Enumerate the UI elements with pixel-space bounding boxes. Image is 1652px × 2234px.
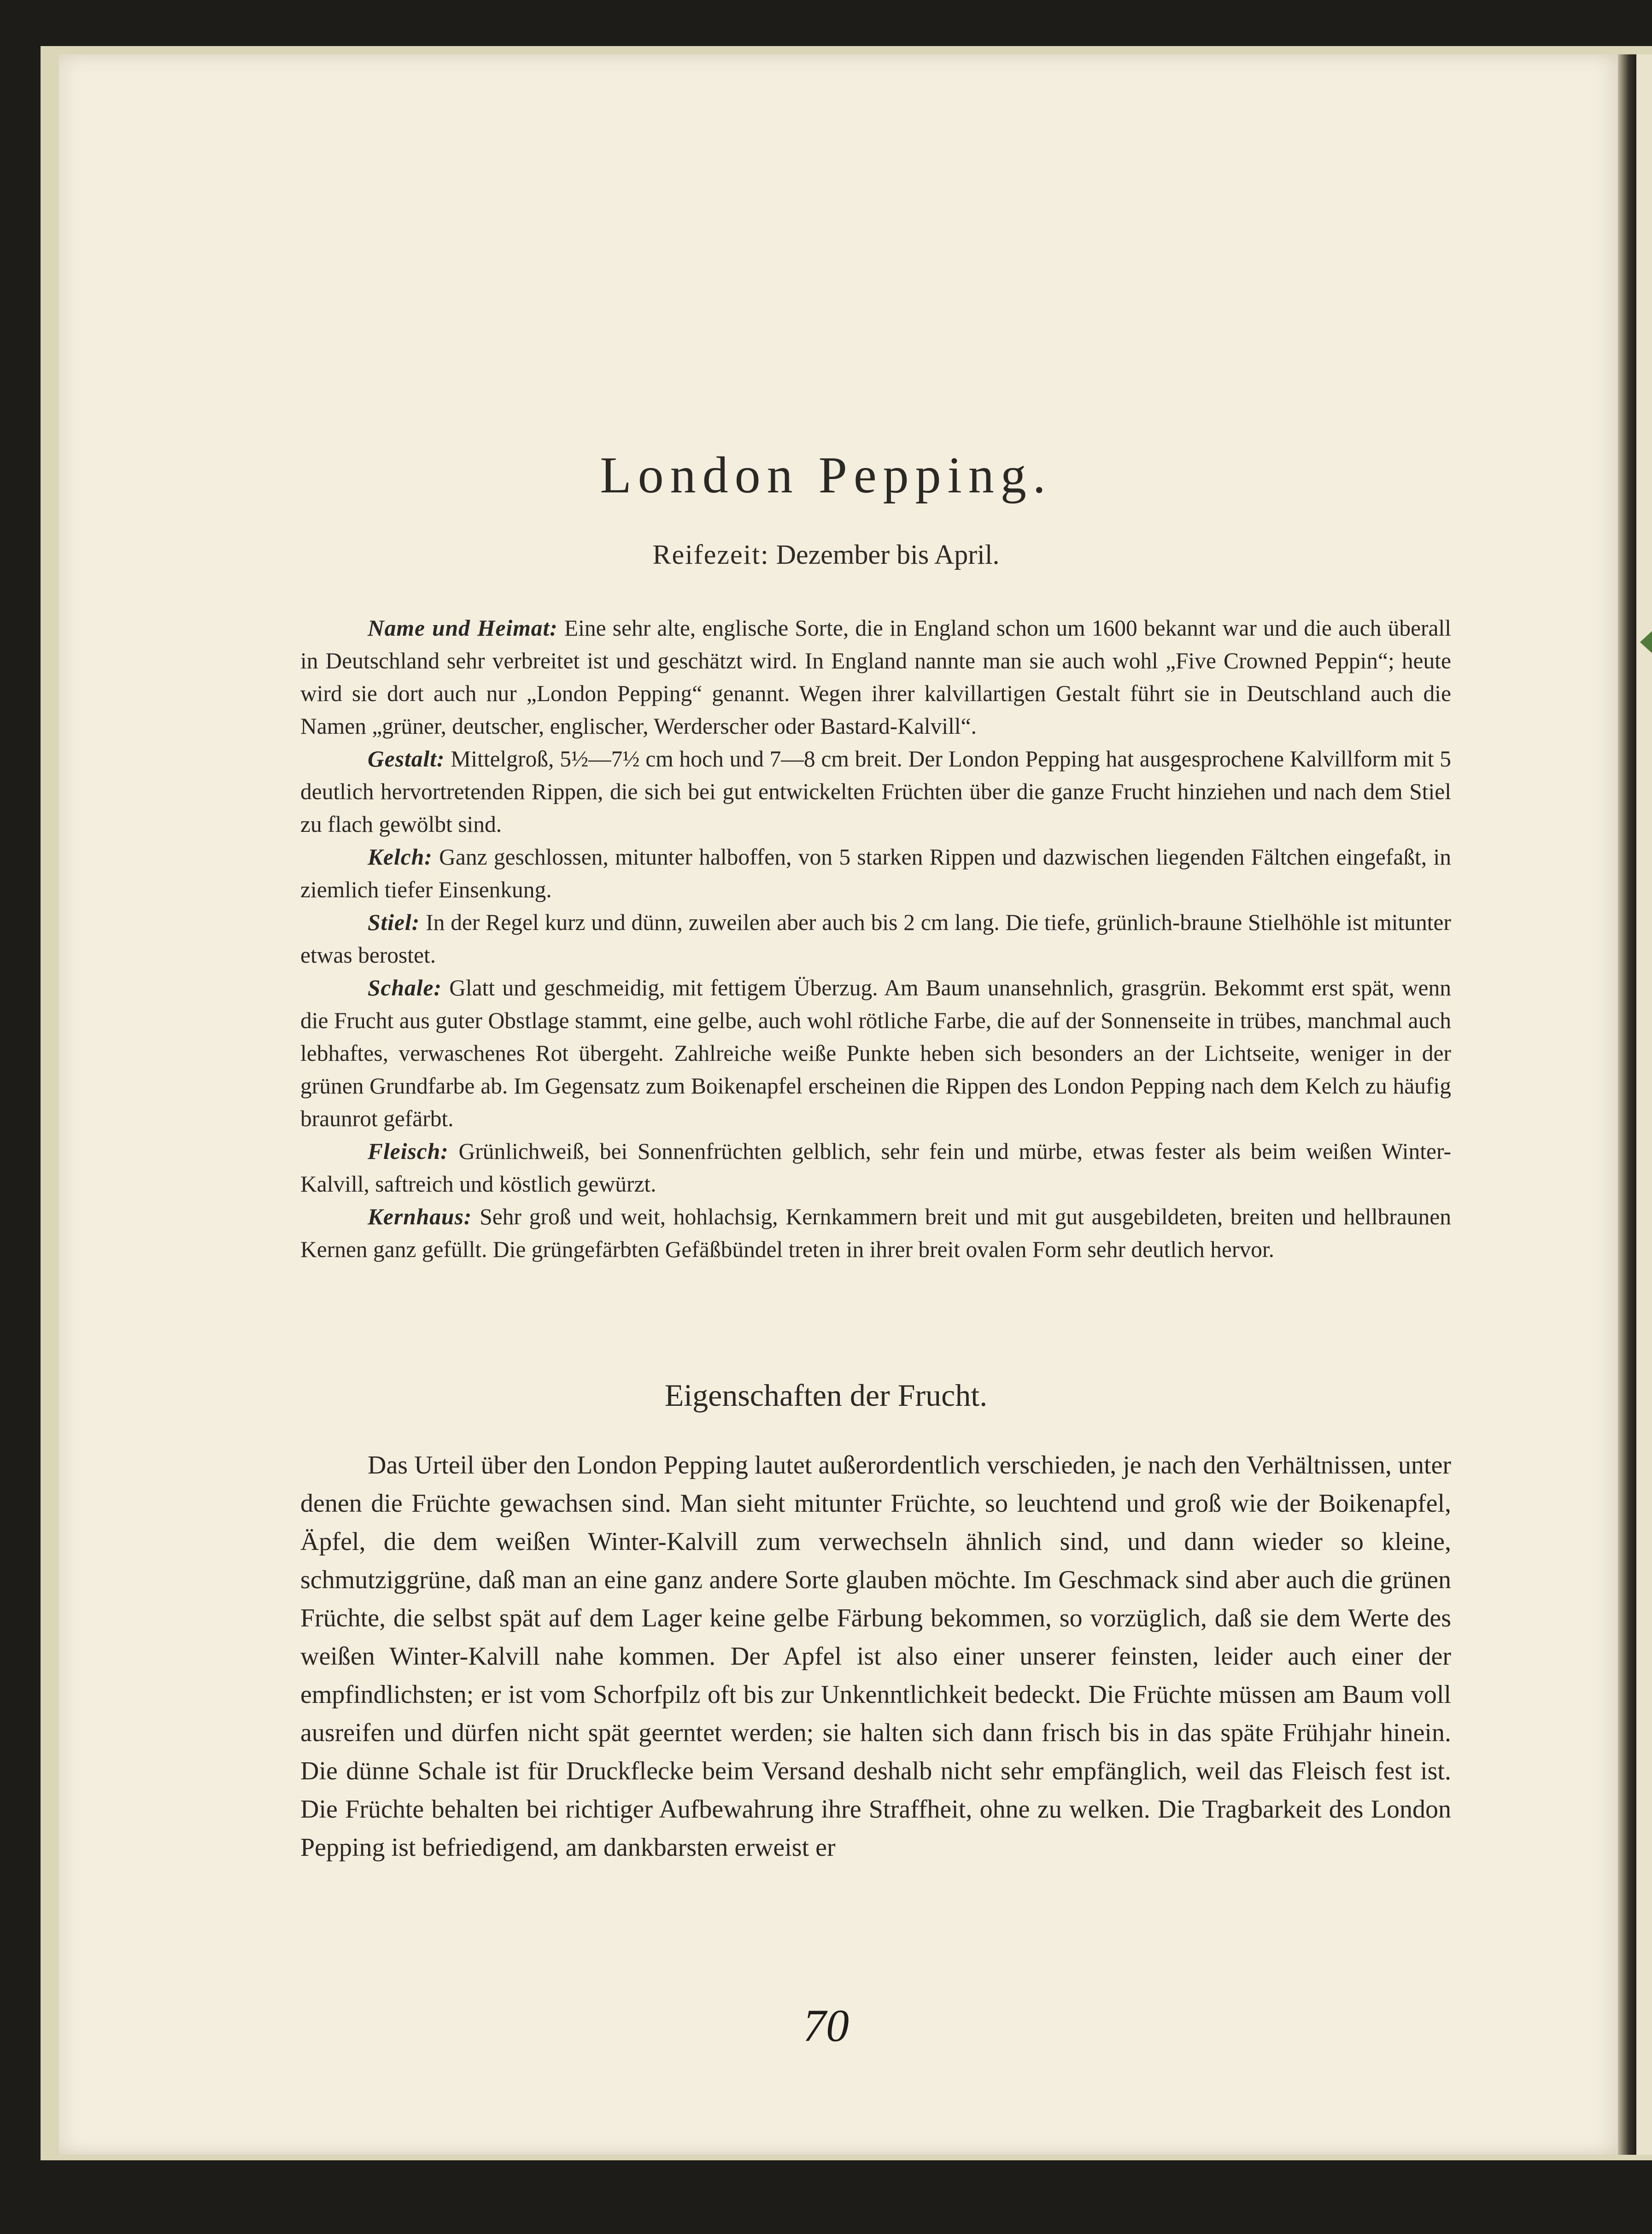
description-section <box>300 612 1451 1266</box>
section-term: Gestalt: <box>368 746 445 772</box>
section-text: Sehr groß und weit, hohlachsig, Kernkammern breit und mit gut ausgebildeten, breiten und hellbraunen Kernen ganz gefüllt. Die grüngefärbten Gefäßbündel treten in ihrer breit ovalen Form sehr deutlich hervor. <box>300 1204 1451 1262</box>
section-schale <box>300 971 1451 1135</box>
section-gestalt <box>300 743 1451 841</box>
section-text: In der Regel kurz und dünn, zuweilen aber auch bis 2 cm lang. Die tiefe, grünlich-braune Stielhöhle ist mitunter etwas berostet. <box>300 910 1451 968</box>
section-fleisch <box>300 1135 1451 1200</box>
section-heading: Eigenschaften der Frucht. <box>664 1378 988 1413</box>
main-paragraph: Das Urteil über den London Pepping lautet außerordentlich verschieden, je nach den Verhältnissen, unter denen die Früchte gewachsen sind. Man sieht mitunter Früchte, so leuchtend und groß wie der Boikenapfel, Äpfel, die dem weißen Winter-Kalvill zum verwechseln ähnlich sind, und dann wieder so kleine, schmutziggrüne, daß man an eine ganz andere Sorte glauben möchte. Im Geschmack sind aber auch die grünen Früchte, die selbst spät auf dem Lager keine gelbe Färbung bekommen, so vorzüglich, daß sie dem Werte des weißen Winter-Kalvill nahe kommen. Der Apfel ist also einer unserer feinsten, leider auch einer der empfindlichsten; er ist vom Schorfpilz oft bis zur Unkenntlichkeit bedeckt. Die Früchte müssen am Baum voll ausreifen und dürfen nicht spät geerntet werden; sie halten sich dann frisch bis in das späte Frühjahr hinein. Die dünne Schale ist für Druckflecke beim Versand deshalb nicht sehr empfänglich, weil das Fleisch fest ist. Die Früchte behalten bei richtiger Aufbewahrung ihre Straffheit, ohne zu welken. Die Tragbarkeit des London Pepping ist befriedigend, am dankbarsten erweist er <box>300 1451 1451 1862</box>
book-spine <box>1618 54 1636 2155</box>
section-kernhaus <box>300 1200 1451 1266</box>
section-term: Name und Heimat: <box>368 615 558 641</box>
section-text: Eine sehr alte, englische Sorte, die in England schon um 1600 bekannt war und die auch überall in Deutschland sehr verbreitet ist und geschätzt wird. In England nannte man sie auch wohl „Five Crowned Peppin“; heute wird sie dort auch nur „London Pepping“ genannt. Wegen ihrer kalvillartigen Gestalt führt sie in Deutschland auch die Namen „grüner, deutscher, englischer, Werderscher oder Bastard-Kalvill“. <box>300 615 1452 739</box>
section-stiel <box>300 906 1451 971</box>
next-page-edge <box>1636 54 1652 2155</box>
section-text: Mittelgroß, 5½—7½ cm hoch und 7—8 cm breit. Der London Pepping hat ausgesprochene Kalvillform mit 5 deutlich hervortretenden Rippen, die sich bei gut entwickelten Früchten über die ganze Frucht hinziehen und nach dem Stiel zu flach gewölbt sind. <box>300 746 1452 837</box>
section-text: Ganz geschlossen, mitunter halboffen, von 5 starken Rippen und dazwischen liegenden Fältchen eingefaßt, in ziemlich tiefer Einsenkung. <box>300 844 1452 902</box>
section-term: Stiel: <box>368 910 420 935</box>
ripening-value: Dezember bis April. <box>776 539 1000 570</box>
section-name-heimat <box>300 612 1451 743</box>
section-term: Fleisch: <box>368 1139 449 1164</box>
page-title: London Pepping. <box>600 447 1052 504</box>
section-text: Glatt und geschmeidig, mit fettigem Überzug. Am Baum unansehnlich, grasgrün. Bekommt erst spät, wenn die Frucht aus guter Obstlage stammt, eine gelbe, auch wohl rötliche Farbe, die auf der Sonnenseite in trübes, manchmal auch lebhaftes, verwaschenes Rot übergeht. Zahlreiche weiße Punkte heben sich besonders an der Lichtseite, weniger in der grünen Grundfarbe ab. Im Gegensatz zum Boikenapfel erscheinen die Rippen des London Pepping nach dem Kelch zu häufig braunrot gefärbt. <box>300 975 1451 1131</box>
section-kelch <box>300 841 1451 906</box>
page-number: 70 <box>803 2000 849 2051</box>
ripening-label: Reifezeit: <box>652 539 769 570</box>
bookmark-tab-icon <box>1640 631 1652 653</box>
ripening-line <box>0 539 1652 571</box>
section-term: Kernhaus: <box>368 1204 472 1229</box>
section-term: Schale: <box>368 975 442 1000</box>
section-term: Kelch: <box>368 844 433 870</box>
section-text: Grünlichweiß, bei Sonnenfrüchten gelblich, sehr fein und mürbe, etwas fester als beim weißen Winter-Kalvill, saftreich und köstlich gewürzt. <box>300 1139 1451 1197</box>
